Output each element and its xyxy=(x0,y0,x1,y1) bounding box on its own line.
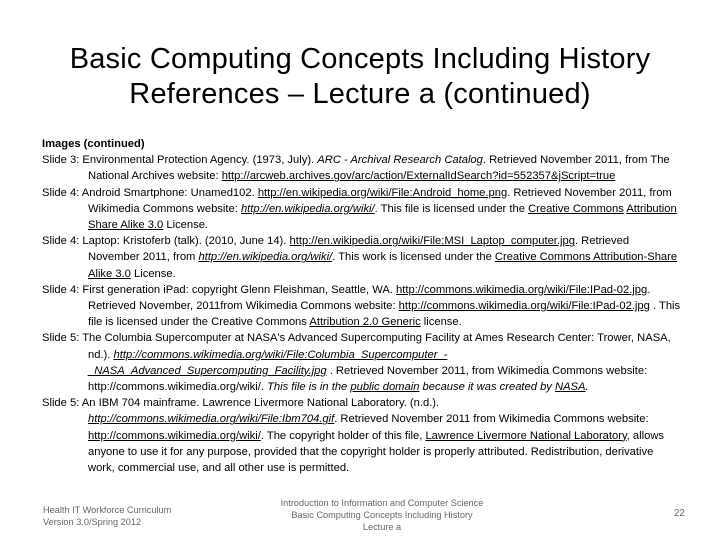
slide-title-line1: Basic Computing Concepts Including History xyxy=(69,43,651,75)
ref-link[interactable]: Attribution 2.0 Generic xyxy=(309,316,421,329)
footer-center-line3: Lecture a xyxy=(362,522,402,532)
reference-slide5-columbia xyxy=(42,330,682,395)
footer-center-line2: Basic Computing Concepts Including History xyxy=(291,510,473,520)
ref-text: License. xyxy=(130,267,176,280)
ref-text: , allows anyone to use it for any purpose, provided that the copyright holder is properly attributed. Redistribution, derivative work, commercial use, and all other use is permitted. xyxy=(88,429,665,475)
footer-left-line1: Health IT Workforce Curriculum xyxy=(43,505,172,515)
ref-text: . Retrieved November, 2011from Wikimedia Commons website: xyxy=(88,283,651,313)
ref-link[interactable]: http://commons.wikimedia.org/wiki/File:Columbia_Supercomputer_-_NASA_Advanced_Supercomputing_Facility.jpg xyxy=(88,348,448,377)
reference-slide3 xyxy=(42,152,682,184)
ref-link[interactable]: http://commons.wikimedia.org/wiki/File:Ibm704.gif xyxy=(88,413,335,426)
ref-text: Slide 4: Android Smartphone: Unamed102. xyxy=(42,186,258,199)
ref-link[interactable]: http://en.wikipedia.org/wiki/ xyxy=(240,202,375,215)
footer-left-line2: Version 3.0/Spring 2012 xyxy=(43,517,142,527)
ref-text: . The copyright holder of this file, xyxy=(260,429,426,442)
ref-text: . This work is licensed under the xyxy=(332,251,495,264)
ref-link[interactable]: Attribution Share Alike 3.0 xyxy=(88,202,677,232)
ref-link[interactable]: Creative Commons xyxy=(528,202,624,215)
ref-link[interactable]: Creative Commons Attribution-Share Alike 3.0 xyxy=(88,251,678,280)
ref-text: . This file is licensed under the xyxy=(374,202,529,215)
ref-link[interactable]: public domain xyxy=(350,381,420,394)
references-body xyxy=(42,136,682,476)
ref-link[interactable]: http://commons.wikimedia.org/wiki/ xyxy=(88,429,261,442)
ref-link[interactable]: Lawrence Livermore National Laboratory xyxy=(425,429,627,442)
ref-text: . Retrieved November 2011, from The National Archives website: xyxy=(88,154,670,183)
ref-text: . Retrieved November 2011 from Wikimedia Commons website: xyxy=(334,413,649,426)
reference-slide4-laptop xyxy=(42,233,682,282)
ref-link[interactable]: http://en.wikipedia.org/wiki/File:MSI_Laptop_computer.jpg xyxy=(289,235,575,248)
page-number: 22 xyxy=(673,508,685,519)
slide-title xyxy=(20,42,700,112)
slide-title-line2: References – Lecture a (continued) xyxy=(129,78,591,110)
ref-text: License. xyxy=(163,219,209,232)
reference-slide4-ipad xyxy=(42,282,682,331)
footer-center-line1: Introduction to Information and Computer Science xyxy=(280,498,484,508)
ref-italic-text: This file is in the xyxy=(267,381,351,394)
ref-link[interactable]: http://en.wikipedia.org/wiki/File:Android_home.png xyxy=(257,186,508,199)
ref-text: . Retrieved November 2011, from xyxy=(88,235,630,264)
ref-link[interactable]: http://commons.wikimedia.org/wiki/File:IPad-02.jpg xyxy=(398,300,650,313)
ref-italic-text: . xyxy=(585,381,589,394)
ref-text: Slide 3: Environmental Protection Agency. (1973, July). xyxy=(42,154,318,167)
ref-text: Slide 5: An IBM 704 mainframe. Lawrence Livermore National Laboratory. (n.d.). xyxy=(42,397,440,410)
ref-text: . This file is licensed under the Creative Commons xyxy=(88,300,681,329)
section-heading: Images (continued) xyxy=(42,138,145,150)
ref-italic-text: because it was created by xyxy=(419,381,556,394)
ref-text: Slide 5: The Columbia Supercomputer at NASA's Advanced Supercomputing Facility at Ames Research Center: Trower, NASA, nd.). xyxy=(42,332,671,361)
ref-text: . Retrieved November 2011, from Wikimedia Commons website: http://commons.wikimedia.org/wiki/. xyxy=(88,364,648,394)
ref-link[interactable]: http://commons.wikimedia.org/wiki/File:IPad-02.jpg xyxy=(396,283,648,296)
reference-slide4-android xyxy=(42,185,682,234)
footer-course xyxy=(262,497,502,533)
ref-text: . Retrieved November 2011, from Wikimedia Commons website: xyxy=(88,186,672,215)
ref-text: license. xyxy=(420,316,462,329)
reference-slide5-ibm704 xyxy=(42,395,682,476)
ref-text: Slide 4: First generation iPad: copyright Glenn Fleishman, Seattle, WA. xyxy=(42,283,397,296)
ref-link[interactable]: http://arcweb.archives.gov/arc/action/ExternalIdSearch?id=552357&jScript=true xyxy=(221,170,616,183)
ref-italic-title: ARC - Archival Research Catalog xyxy=(317,154,483,167)
ref-link[interactable]: NASA xyxy=(555,381,586,394)
footer-curriculum xyxy=(43,504,233,528)
ref-text: Slide 4: Laptop: Kristoferb (talk). (2010, June 14). xyxy=(42,235,290,248)
ref-link[interactable]: http://en.wikipedia.org/wiki/ xyxy=(198,251,333,264)
